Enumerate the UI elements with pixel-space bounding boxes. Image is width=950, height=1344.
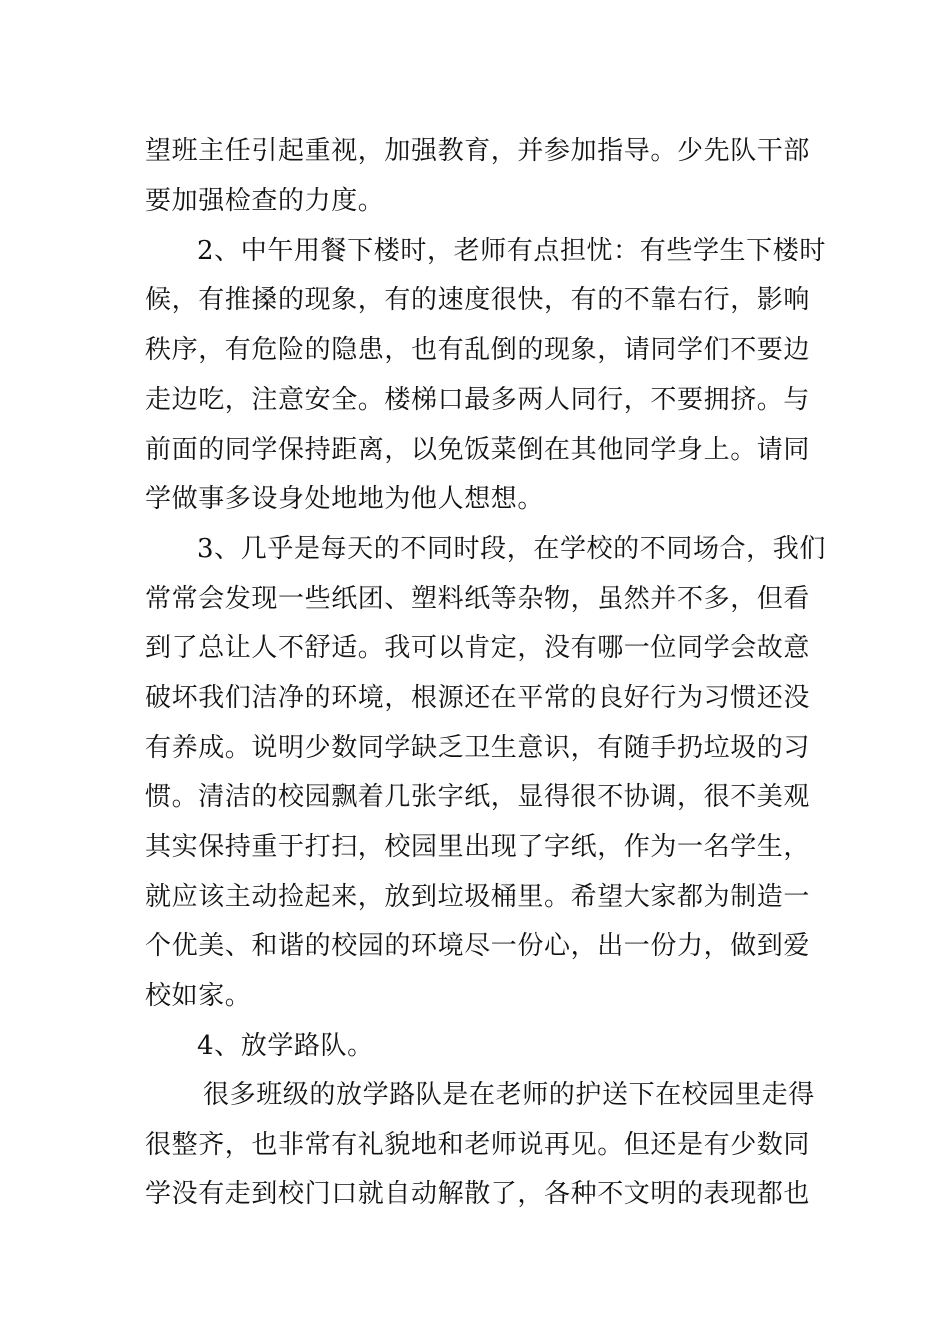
text-line: 个优美、和谐的校园的环境尽一份心，出一份力，做到爱 <box>145 931 811 961</box>
text-line: 2、中午用餐下楼时，老师有点担忧：有些学生下楼时 <box>197 236 826 266</box>
text-line: 走边吃，注意安全。楼梯口最多两人同行，不要拥挤。与 <box>145 385 811 415</box>
text-line: 前面的同学保持距离，以免饭菜倒在其他同学身上。请同 <box>145 435 811 465</box>
text-line: 秩序，有危险的隐患，也有乱倒的现象，请同学们不要边 <box>145 335 811 365</box>
text-line: 破坏我们洁净的环境，根源还在平常的良好行为习惯还没 <box>145 683 811 713</box>
text-line: 很整齐，也非常有礼貌地和老师说再见。但还是有少数同 <box>145 1130 811 1160</box>
text-line: 校如家。 <box>145 981 252 1011</box>
text-line: 4、放学路队。 <box>197 1031 374 1061</box>
text-line: 候，有推搡的现象，有的速度很快，有的不靠右行，影响 <box>145 285 811 315</box>
text-line: 惯。清洁的校园飘着几张字纸，显得很不协调，很不美观 <box>145 782 811 812</box>
text-line: 学做事多设身处地地为他人想想。 <box>145 484 545 514</box>
text-line: 就应该主动捡起来，放到垃圾桶里。希望大家都为制造一 <box>145 882 811 912</box>
text-line: 常常会发现一些纸团、塑料纸等杂物，虽然并不多，但看 <box>145 584 811 614</box>
text-line: 要加强检查的力度。 <box>145 186 385 216</box>
text-line: 到了总让人不舒适。我可以肯定，没有哪一位同学会故意 <box>145 633 811 663</box>
text-line: 其实保持重于打扫，校园里出现了字纸，作为一名学生， <box>145 832 811 862</box>
text-line: 有养成。说明少数同学缺乏卫生意识，有随手扔垃圾的习 <box>145 733 811 763</box>
text-line: 3、几乎是每天的不同时段，在学校的不同场合，我们 <box>197 534 826 564</box>
text-line: 很多班级的放学路队是在老师的护送下在校园里走得 <box>203 1080 815 1110</box>
text-line: 望班主任引起重视，加强教育，并参加指导。少先队干部 <box>145 136 811 166</box>
text-line: 学没有走到校门口就自动解散了，各种不文明的表现都也 <box>145 1179 811 1209</box>
